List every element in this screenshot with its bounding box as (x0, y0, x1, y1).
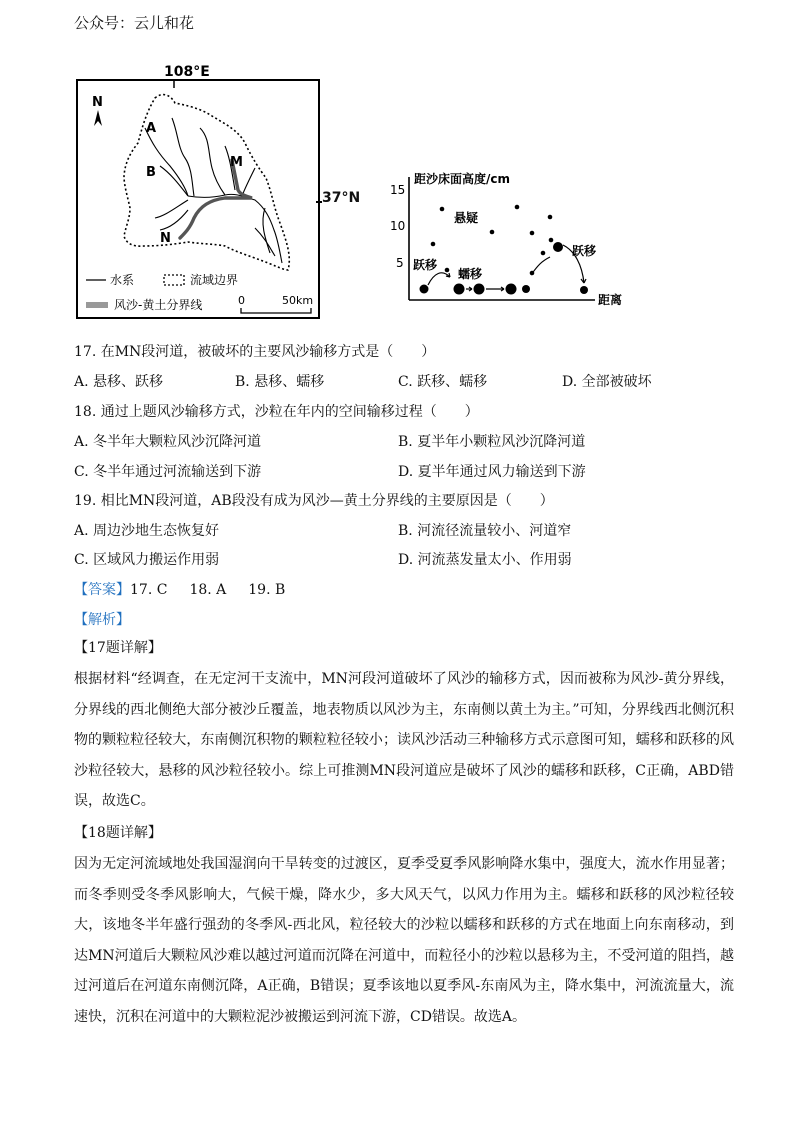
saltation-left-label: 跃移 (413, 258, 438, 272)
diagram-tick-15: 15 (390, 183, 406, 197)
answer-line (74, 580, 285, 600)
point-m: M (230, 155, 243, 170)
longitude-label: 108°E (164, 64, 210, 80)
legend-river-label: 水系 (110, 273, 135, 287)
legend-boundary-label: 流域边界 (190, 273, 239, 287)
section-17-title: 【17题详解】 (74, 640, 162, 656)
diagram-x-title: 距离 (598, 293, 623, 307)
scale-bar (241, 308, 311, 313)
question-19-option-b: B. 河流径流量较小、河道窄 (398, 523, 572, 539)
point-a: A (146, 121, 157, 136)
question-17-option-b: B. 悬移、蠕移 (235, 374, 325, 390)
creep-arrows (428, 245, 586, 291)
north-arrow-icon (94, 110, 102, 126)
point-b: B (146, 165, 156, 180)
suspension-particles (431, 205, 554, 276)
section-18-title: 【18题详解】 (74, 825, 162, 841)
answer-tag: 【答案】 (74, 582, 130, 598)
scale-zero: 0 (238, 294, 245, 307)
question-17-option-c: C. 跃移、蠕移 (398, 374, 488, 390)
analysis-tag: 【解析】 (74, 612, 130, 628)
question-18-stem: 18. 通过上题风沙输移方式，沙粒在年内的空间输移过程（ ） (74, 404, 479, 420)
question-18-option-c: C. 冬半年通过河流输送到下游 (74, 464, 262, 480)
creep-label: 蠕移 (458, 267, 483, 281)
question-19-option-c: C. 区域风力搬运作用弱 (74, 552, 220, 568)
diagram-y-title: 距沙床面高度/cm (414, 172, 511, 186)
question-19-option-d: D. 河流蒸发量太小、作用弱 (398, 552, 572, 568)
latitude-tick (316, 201, 322, 203)
watershed-map (60, 58, 330, 328)
question-18-option-a: A. 冬半年大颗粒风沙沉降河道 (74, 434, 262, 450)
legend-boundary-swatch (164, 275, 184, 285)
latitude-label: 37°N (322, 190, 361, 206)
saltation-right-label: 跃移 (572, 244, 597, 258)
diagram-tick-5: 5 (396, 256, 404, 270)
diagram-tick-10: 10 (390, 219, 406, 233)
scale-distance: 50km (282, 294, 314, 307)
page-header: 公众号：云儿和花 (74, 14, 195, 32)
section-17-text: 根据材料“经调查，在无定河干支流中，MN河段河道破坏了风沙的输移方式，因而被称为风沙-黄分界线，分界线的西北侧绝大部分被沙丘覆盖，地表物质以风沙为主，东南侧以黄土为主。”可知，分界线西北侧沉积物的颗粒粒径较大，东南侧沉积物的颗粒粒径较小；读风沙活动三种输移方式示意图可知，蠕移和跃移的风沙粒径较大，悬移的风沙粒径较小。综上可推测MN段河道应是破坏了风沙的蠕移和跃移，C正确，ABD错误，故选C。 (74, 671, 734, 809)
point-n: N (160, 231, 171, 246)
question-17-option-d: D. 全部被破坏 (562, 374, 652, 390)
creep-particles (420, 242, 589, 295)
question-17-stem: 17. 在MN段河道，被破坏的主要风沙输移方式是（ ） (74, 344, 436, 360)
answer-17: 17. C (130, 582, 168, 598)
question-19-stem: 19. 相比MN段河道，AB段没有成为风沙—黄土分界线的主要原因是（ ） (74, 493, 554, 509)
question-18-option-b: B. 夏半年小颗粒风沙沉降河道 (398, 434, 586, 450)
north-label: N (92, 95, 103, 110)
sand-transport-diagram (380, 165, 640, 315)
question-19-option-a: A. 周边沙地生态恢复好 (74, 523, 220, 539)
legend-sand-label: 风沙-黄土分界线 (114, 298, 203, 312)
answer-18: 18. A (189, 582, 227, 598)
legend-sand-swatch (86, 302, 108, 308)
question-17-option-a: A. 悬移、跃移 (74, 374, 164, 390)
question-18-option-d: D. 夏半年通过风力输送到下游 (398, 464, 586, 480)
answer-19: 19. B (248, 582, 286, 598)
section-18-text: 因为无定河流域地处我国湿润向干旱转变的过渡区，夏季受夏季风影响降水集中，强度大，流水作用显著；而冬季则受冬季风影响大，气候干燥，降水少，多大风天气，以风力作用为主。蠕移和跃移的风沙粒径较大，该地冬半年盛行强劲的冬季风-西北风，粒径较大的沙粒以蠕移和跃移的方式在地面上向东南移动，到达MN河道后大颗粒风沙难以越过河道而沉降在河道中，而粒径小的沙粒以悬移为主，不受河道的阻挡，越过河道后在河道东南侧沉降，A正确，B错误；夏季该地以夏季风-东南风为主，降水集中，河流流量大，流速快，沉积在河道中的大颗粒泥沙被搬运到河流下游，CD错误。故选A。 (74, 856, 734, 1025)
suspension-label: 悬疑 (454, 211, 479, 225)
